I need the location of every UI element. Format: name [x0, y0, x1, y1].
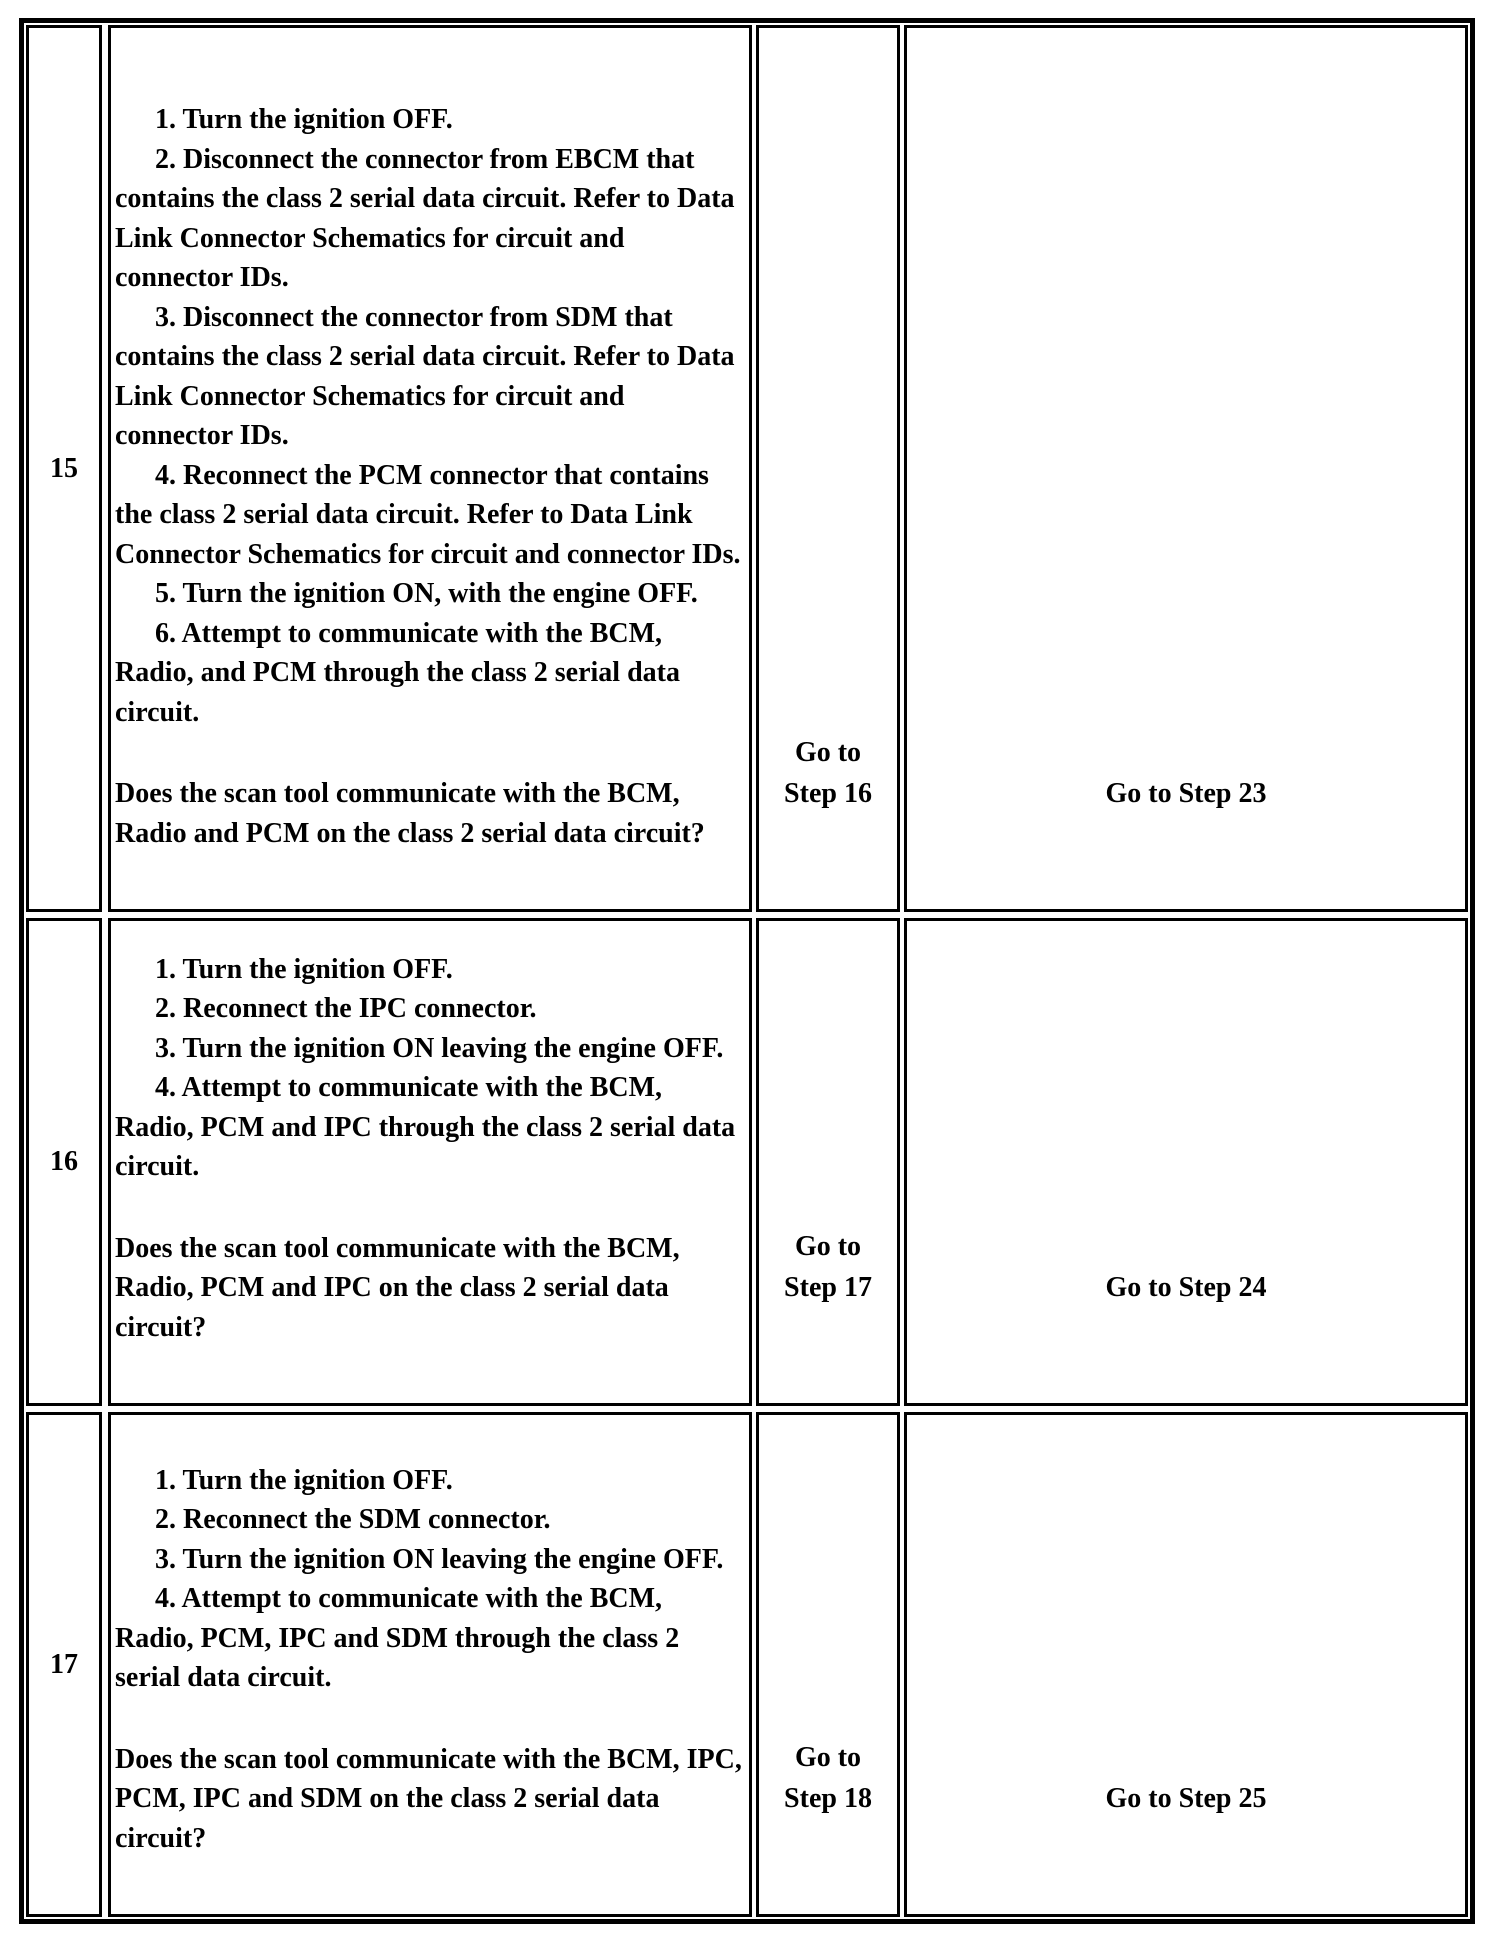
instruction: 2. Disconnect the connector from EBCM that contains the class 2 serial data circuit. Refer to Data Link Connector Schematics for circuit and connector IDs. — [115, 143, 735, 293]
table-row — [24, 918, 1470, 1406]
no-cell — [904, 1412, 1468, 1917]
instruction: 3. Turn the ignition ON leaving the engine OFF. — [155, 1543, 724, 1575]
no-cell — [904, 918, 1468, 1406]
instruction: 2. Reconnect the SDM connector. — [155, 1504, 551, 1535]
instruction: 1. Turn the ignition OFF. — [155, 953, 453, 985]
question: Does the scan tool communicate with the BCM, IPC, PCM, IPC and SDM on the class 2 serial data circuit? — [115, 1743, 742, 1854]
table-row — [24, 25, 1470, 912]
yes-action-line1: Go to — [794, 737, 862, 768]
step-number: 15 — [50, 452, 78, 484]
step-number-cell — [26, 918, 102, 1406]
instruction: 6. Attempt to communicate with the BCM, Radio, and PCM through the class 2 serial data circuit. — [115, 617, 680, 728]
diagnostic-table — [19, 18, 1475, 1924]
action-cell — [108, 25, 752, 912]
no-action: Go to Step 23 — [1105, 778, 1267, 809]
step-number: 17 — [50, 1648, 78, 1680]
instruction: 3. Disconnect the connector from SDM that contains the class 2 serial data circuit. Refer to Data Link Connector Schematics for circuit and connector IDs. — [115, 301, 735, 451]
no-cell — [904, 25, 1468, 912]
yes-cell — [756, 25, 900, 912]
no-action: Go to Step 24 — [1105, 1272, 1267, 1303]
action-cell — [108, 918, 752, 1406]
question: Does the scan tool communicate with the BCM, Radio and PCM on the class 2 serial data circuit? — [115, 778, 705, 849]
instruction: 2. Reconnect the IPC connector. — [155, 993, 537, 1024]
yes-action-line1: Go to — [794, 1742, 862, 1773]
instruction: 1. Turn the ignition OFF. — [155, 104, 453, 135]
table-row — [24, 1412, 1470, 1917]
action-cell — [108, 1412, 752, 1917]
yes-action-line2: Step 16 — [784, 778, 872, 809]
question: Does the scan tool communicate with the BCM, Radio, PCM and IPC on the class 2 serial data circuit? — [115, 1232, 680, 1343]
yes-action-line2: Step 18 — [784, 1783, 872, 1814]
no-action: Go to Step 25 — [1105, 1783, 1267, 1814]
step-number: 16 — [50, 1146, 78, 1177]
step-number-cell — [26, 1412, 102, 1917]
instruction: 5. Turn the ignition ON, with the engine OFF. — [155, 578, 698, 609]
step-number-cell — [26, 25, 102, 912]
yes-action-line1: Go to — [794, 1231, 862, 1262]
instruction: 4. Reconnect the PCM connector that contains the class 2 serial data circuit. Refer to Data Link Connector Schematics for circuit and connector IDs. — [115, 459, 741, 570]
yes-cell — [756, 918, 900, 1406]
instruction: 4. Attempt to communicate with the BCM, Radio, PCM, IPC and SDM through the class 2 serial data circuit. — [115, 1583, 680, 1693]
instruction: 3. Turn the ignition ON leaving the engine OFF. — [155, 1032, 724, 1064]
instruction: 4. Attempt to communicate with the BCM, Radio, PCM and IPC through the class 2 serial data circuit. — [115, 1072, 736, 1182]
yes-action-line2: Step 17 — [784, 1272, 872, 1303]
instruction: 1. Turn the ignition OFF. — [155, 1464, 453, 1496]
yes-cell — [756, 1412, 900, 1917]
